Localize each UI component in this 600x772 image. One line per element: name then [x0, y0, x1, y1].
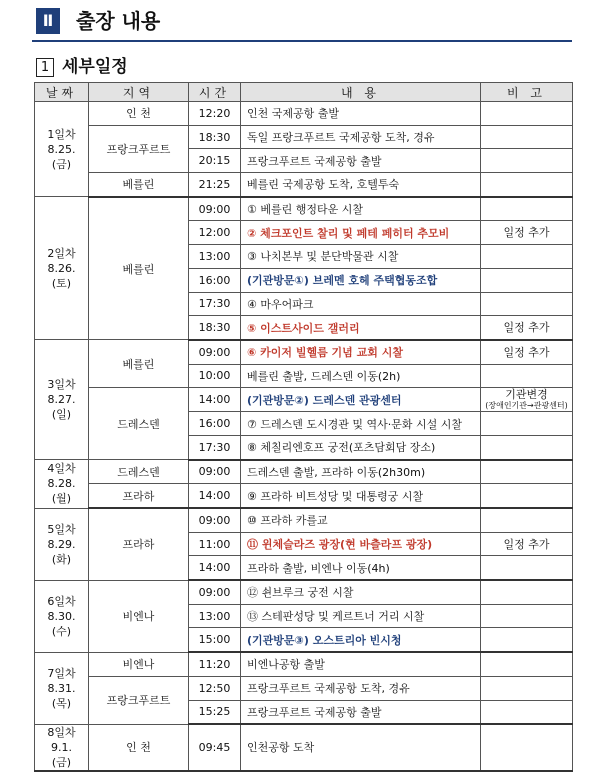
time-cell: 15:25: [189, 700, 241, 724]
table-row: [35, 125, 573, 149]
time-cell: 12:50: [189, 676, 241, 700]
region-cell: 비엔나: [89, 652, 189, 676]
time-cell: 17:30: [189, 292, 241, 316]
region-cell: 베를린: [89, 173, 189, 197]
day-line: 9.1.: [51, 740, 72, 754]
region-cell: 프랑크푸르트: [89, 125, 189, 172]
day-line: 8.27.: [47, 393, 76, 407]
day-cell: [35, 580, 89, 652]
time-cell: 13:00: [189, 604, 241, 628]
note-cell: [481, 102, 573, 126]
col-header-region: 지역: [89, 83, 189, 102]
day-line: 8.31.: [47, 681, 76, 695]
content-cell: 독일 프랑크푸르트 국제공항 도착, 경유: [241, 125, 481, 149]
time-cell: 18:30: [189, 125, 241, 149]
day-line: 8.26.: [47, 261, 76, 275]
content-cell: ⑧ 체칠리엔호프 궁전(포츠담회담 장소): [241, 435, 481, 459]
time-cell: 16:00: [189, 268, 241, 292]
content-cell: ⑩ 프라하 카를교: [241, 508, 481, 532]
day-line: 2일차: [47, 246, 76, 260]
note-cell: [481, 245, 573, 269]
time-cell: 21:25: [189, 173, 241, 197]
note-cell: [481, 700, 573, 724]
content-cell: 프랑크푸르트 국제공항 도착, 경유: [241, 676, 481, 700]
day-line: 3일차: [47, 378, 76, 392]
time-cell: 14:00: [189, 556, 241, 580]
note-cell: [481, 149, 573, 173]
table-row: [35, 580, 573, 604]
time-cell: 09:00: [189, 508, 241, 532]
note-cell: [481, 340, 573, 364]
col-header-date: 날짜: [35, 83, 89, 102]
page-title: 출장 내용: [76, 9, 161, 33]
note-cell: [481, 580, 573, 604]
note-cell: [481, 460, 573, 484]
time-cell: 18:30: [189, 316, 241, 340]
content-cell: 인천공항 도착: [241, 724, 481, 771]
content-cell: ⑨ 프라하 비트성당 및 대통령궁 시찰: [241, 484, 481, 508]
time-cell: 20:15: [189, 149, 241, 173]
schedule-body: [35, 102, 573, 771]
note-cell: [481, 508, 573, 532]
col-header-note: 비 고: [481, 83, 573, 102]
note-cell: [481, 221, 573, 245]
day-line: (월): [51, 492, 72, 506]
time-cell: 13:00: [189, 245, 241, 269]
note-cell: [481, 556, 573, 580]
content-cell: (기관방문①) 브레멘 호헤 주택협동조합: [241, 268, 481, 292]
note-text: 일정 추가: [503, 226, 550, 240]
region-cell: 베를린: [89, 340, 189, 388]
note-cell: [481, 197, 573, 221]
content-cell: ⑦ 드레스덴 도시경관 및 역사·문화 시설 시찰: [241, 412, 481, 436]
table-row: [35, 724, 573, 771]
table-row: [35, 197, 573, 221]
content-cell: ④ 마우어파크: [241, 292, 481, 316]
region-cell: 드레스덴: [89, 388, 189, 460]
day-line: 1일차: [47, 127, 76, 141]
note-cell: [481, 676, 573, 700]
day-line: 8.29.: [47, 537, 76, 551]
table-row: [35, 652, 573, 676]
content-cell: 드레스덴 출발, 프라하 이동(2h30m): [241, 460, 481, 484]
time-cell: 17:30: [189, 435, 241, 459]
time-cell: 09:45: [189, 724, 241, 771]
day-line: 5일차: [47, 522, 76, 536]
content-cell: 프랑크푸르트 국제공항 출발: [241, 700, 481, 724]
day-cell: [35, 102, 89, 197]
note-cell: [481, 292, 573, 316]
day-cell: [35, 508, 89, 580]
content-cell: ⑤ 이스트사이드 갤러리: [241, 316, 481, 340]
note-cell: [481, 412, 573, 436]
day-line: (토): [51, 276, 72, 290]
day-cell: [35, 197, 89, 340]
content-cell: 비엔나공항 출발: [241, 652, 481, 676]
note-text: 일정 추가: [503, 345, 550, 359]
table-row: [35, 340, 573, 364]
note-text: 일정 추가: [503, 321, 550, 335]
content-cell: ⑥ 카이저 빌헬름 기념 교회 시찰: [241, 340, 481, 364]
content-cell: 프랑크푸르트 국제공항 출발: [241, 149, 481, 173]
content-cell: 베를린 출발, 드레스덴 이동(2h): [241, 364, 481, 388]
region-cell: 프라하: [89, 484, 189, 508]
time-cell: 11:00: [189, 532, 241, 556]
note-cell: [481, 125, 573, 149]
table-row: [35, 388, 573, 412]
table-row: [35, 460, 573, 484]
content-cell: 베를린 국제공항 도착, 호텔투숙: [241, 173, 481, 197]
table-row: [35, 676, 573, 700]
note-text: 일정 추가: [503, 537, 550, 551]
table-row: [35, 102, 573, 126]
content-cell: ⑬ 스테판성당 및 케르트너 거리 시찰: [241, 604, 481, 628]
note-cell: [481, 388, 573, 412]
day-cell: [35, 724, 89, 771]
note-cell: [481, 652, 573, 676]
table-header-row: [35, 83, 573, 102]
day-line: (금): [51, 755, 72, 769]
day-line: (금): [51, 157, 72, 171]
day-line: 6일차: [47, 594, 76, 608]
table-row: [35, 484, 573, 508]
time-cell: 14:00: [189, 484, 241, 508]
time-cell: 15:00: [189, 628, 241, 652]
note-cell: [481, 532, 573, 556]
table-row: [35, 508, 573, 532]
day-line: (수): [51, 624, 72, 638]
col-header-time: 시간: [189, 83, 241, 102]
day-line: (화): [51, 552, 72, 566]
region-cell: 베를린: [89, 197, 189, 340]
table-row: [35, 173, 573, 197]
content-cell: ⑫ 쇤브루크 궁전 시찰: [241, 580, 481, 604]
content-cell: 인천 국제공항 출발: [241, 102, 481, 126]
note-cell: [481, 604, 573, 628]
region-cell: 프랑크푸르트: [89, 676, 189, 724]
note-cell: [481, 724, 573, 771]
content-cell: ③ 나치본부 및 분단박물관 시찰: [241, 245, 481, 269]
header-divider: [32, 40, 572, 42]
day-line: 8.30.: [47, 609, 76, 623]
content-cell: ⑪ 윈체슬라즈 광장(현 바츨라프 광장): [241, 532, 481, 556]
subsection-title: [36, 56, 128, 78]
schedule-table: [34, 82, 573, 772]
day-line: (목): [51, 696, 72, 710]
note-cell: [481, 316, 573, 340]
region-cell: 드레스덴: [89, 460, 189, 484]
note-subtext: (장애인기관→관광센터): [485, 401, 568, 411]
content-cell: ① 베를린 행정타운 시찰: [241, 197, 481, 221]
note-cell: [481, 173, 573, 197]
note-cell: [481, 364, 573, 388]
section-header: [32, 6, 572, 38]
region-cell: 인 천: [89, 102, 189, 126]
note-cell: [481, 435, 573, 459]
note-cell: [481, 628, 573, 652]
note-text: 기관변경: [505, 388, 548, 402]
subsection-number: 1: [36, 58, 54, 77]
time-cell: 09:00: [189, 340, 241, 364]
day-cell: [35, 340, 89, 460]
day-line: 4일차: [47, 462, 76, 476]
content-cell: (기관방문③) 오스트리아 빈시청: [241, 628, 481, 652]
note-cell: [481, 268, 573, 292]
time-cell: 10:00: [189, 364, 241, 388]
day-line: (일): [51, 408, 72, 422]
content-cell: ② 체크포인트 찰리 및 페테 페히터 추모비: [241, 221, 481, 245]
col-header-content: 내 용: [241, 83, 481, 102]
day-cell: [35, 460, 89, 508]
time-cell: 14:00: [189, 388, 241, 412]
day-line: 7일차: [47, 666, 76, 680]
time-cell: 16:00: [189, 412, 241, 436]
day-line: 8.28.: [47, 477, 76, 491]
time-cell: 12:20: [189, 102, 241, 126]
day-line: 8일차: [47, 725, 76, 739]
time-cell: 09:00: [189, 197, 241, 221]
time-cell: 11:20: [189, 652, 241, 676]
day-line: 8.25.: [47, 142, 76, 156]
time-cell: 12:00: [189, 221, 241, 245]
day-cell: [35, 652, 89, 724]
subsection-label: 세부일정: [62, 57, 128, 77]
region-cell: 프라하: [89, 508, 189, 580]
time-cell: 09:00: [189, 580, 241, 604]
content-cell: (기관방문②) 드레스덴 관광센터: [241, 388, 481, 412]
region-cell: 인 천: [89, 724, 189, 771]
time-cell: 09:00: [189, 460, 241, 484]
region-cell: 비엔나: [89, 580, 189, 652]
note-cell: [481, 484, 573, 508]
section-roman-numeral: Ⅱ: [36, 8, 60, 34]
content-cell: 프라하 출발, 비엔나 이동(4h): [241, 556, 481, 580]
